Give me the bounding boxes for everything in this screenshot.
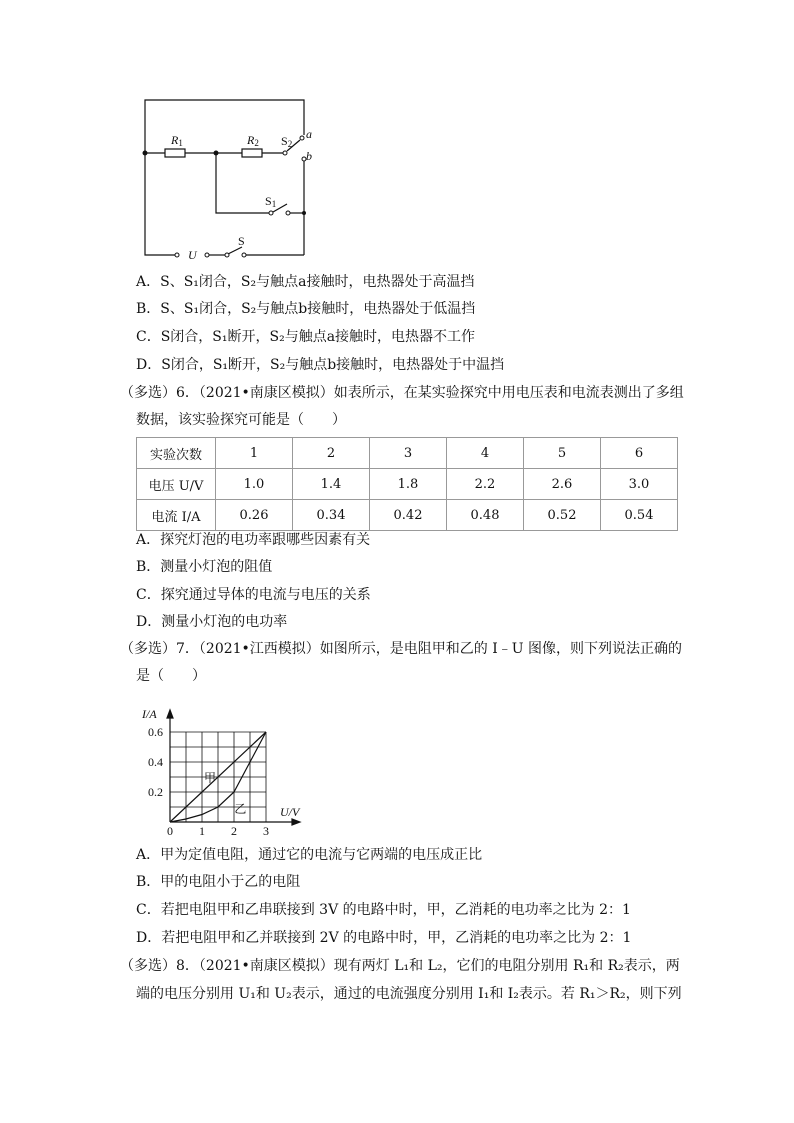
- table-header-cell: 6: [601, 438, 678, 469]
- q8-stem: （多选）8．（2021•南康区模拟）现有两灯 L₁和 L₂，它们的电阻分别用 R₁和 R₂表示，两: [120, 958, 680, 974]
- table-cell: 1.4: [293, 469, 370, 500]
- table-header-cell: 2: [293, 438, 370, 469]
- q6-option-a[interactable]: A．探究灯泡的电功率跟哪些因素有关: [136, 532, 371, 548]
- svg-text:S: S: [238, 234, 245, 248]
- y-tick-label: 0.2: [148, 785, 163, 799]
- q5-option-a[interactable]: A．S、S₁闭合，S₂与触点a接触时，电热器处于高温挡: [136, 274, 475, 290]
- q6-stem: （多选）6．（2021•南康区模拟）如表所示，在某实验探究中用电压表和电流表测出了多组: [120, 385, 684, 401]
- y-axis-label: I/A: [142, 707, 157, 721]
- q7-stem: （多选）7．（2021•江西模拟）如图所示，是电阻甲和乙的 I﹣U 图像，则下列说法正确的: [120, 641, 683, 657]
- q5-option-b[interactable]: B．S、S₁闭合，S₂与触点b接触时，电热器处于低温挡: [136, 301, 476, 317]
- q5-option-c[interactable]: C．S闭合，S₁断开，S₂与触点a接触时，电热器不工作: [136, 329, 476, 345]
- table-cell: 3.0: [601, 469, 678, 500]
- q6-option-c[interactable]: C．探究通过导体的电流与电压的关系: [136, 587, 371, 603]
- q6-option-b[interactable]: B．测量小灯泡的阻值: [136, 559, 273, 575]
- table-cell: 0.42: [370, 500, 447, 531]
- svg-text:a: a: [306, 127, 312, 141]
- iu-graph: [130, 690, 305, 840]
- table-header-row: [137, 438, 678, 469]
- x-tick-label: 3: [263, 824, 269, 838]
- r2-resistor: [242, 149, 262, 157]
- x-tick-label: 0: [167, 824, 173, 838]
- svg-text:S2: S2: [281, 134, 293, 149]
- svg-text:b: b: [306, 149, 312, 163]
- x-axis-label: U/V: [280, 805, 300, 819]
- svg-text:S1: S1: [265, 194, 277, 209]
- table-cell: 1.8: [370, 469, 447, 500]
- table-cell: 2.6: [524, 469, 601, 500]
- y-tick-label: 0.4: [148, 755, 163, 769]
- table-header-cell: 1: [216, 438, 293, 469]
- table-cell: 0.26: [216, 500, 293, 531]
- table-header-cell: 实验次数: [137, 438, 216, 469]
- svg-text:U: U: [188, 248, 197, 262]
- q7-option-b[interactable]: B．甲的电阻小于乙的电阻: [136, 874, 301, 890]
- q7-stem-cont: 是（ ）: [136, 668, 206, 684]
- svg-text:R2: R2: [247, 133, 259, 148]
- table-row-current: [137, 500, 678, 531]
- table-row-voltage: [137, 469, 678, 500]
- q7-option-d[interactable]: D．若把电阻甲和乙并联接到 2V 的电路中时，甲，乙消耗的电功率之比为 2：1: [136, 930, 632, 946]
- table-cell: 电压 U/V: [137, 469, 216, 500]
- table-header-cell: 5: [524, 438, 601, 469]
- table-header-cell: 3: [370, 438, 447, 469]
- svg-text:R1: R1: [171, 133, 183, 148]
- table-cell: 0.52: [524, 500, 601, 531]
- r1-resistor: [165, 149, 185, 157]
- x-tick-label: 2: [231, 824, 237, 838]
- q7-option-c[interactable]: C．若把电阻甲和乙串联接到 3V 的电路中时，甲，乙消耗的电功率之比为 2：1: [136, 902, 631, 918]
- y-axis-arrow: [167, 710, 173, 718]
- circuit-diagram: [130, 90, 330, 265]
- table-cell: 0.48: [447, 500, 524, 531]
- table-cell: 0.54: [601, 500, 678, 531]
- q8-stem-cont: 端的电压分别用 U₁和 U₂表示，通过的电流强度分别用 I₁和 I₂表示。若 R₁＞R₂，则下列: [136, 986, 682, 1002]
- q6-option-d[interactable]: D．测量小灯泡的电功率: [136, 614, 288, 630]
- table-cell: 0.34: [293, 500, 370, 531]
- table-header-cell: 4: [447, 438, 524, 469]
- x-axis-arrow: [292, 819, 300, 825]
- table-cell: 1.0: [216, 469, 293, 500]
- q6-data-table: [136, 437, 678, 531]
- table-cell: 2.2: [447, 469, 524, 500]
- q6-stem-cont: 数据，该实验探究可能是（ ）: [136, 412, 346, 428]
- y-tick-label: 0.6: [148, 725, 163, 739]
- series-yi-label: 乙: [234, 802, 247, 816]
- series-jia-label: 甲: [204, 771, 217, 785]
- table-cell: 电流 I/A: [137, 500, 216, 531]
- s-switch: [228, 247, 242, 254]
- q5-option-d[interactable]: D．S闭合，S₁断开，S₂与触点b接触时，电热器处于中温挡: [136, 357, 505, 373]
- q7-option-a[interactable]: A．甲为定值电阻，通过它的电流与它两端的电压成正比: [136, 847, 483, 863]
- x-tick-label: 1: [199, 824, 205, 838]
